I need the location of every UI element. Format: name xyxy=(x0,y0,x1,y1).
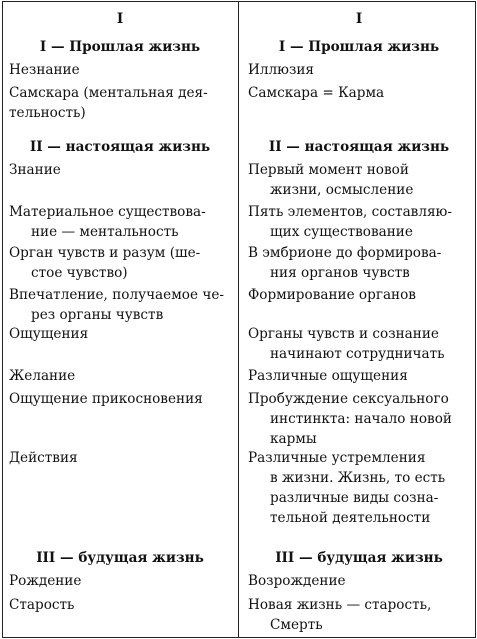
right-item-samskara-karma: Самскара = Карма xyxy=(248,85,385,101)
right-item-five-elements: Пять элементов, составляю- щих существование xyxy=(248,204,452,240)
right-section-future-title: III — будущая жизнь xyxy=(275,550,443,566)
left-item-actions: Действия xyxy=(9,450,78,466)
right-item-organs-cooperate: Органы чувств и сознание начинают сотрудничать xyxy=(248,326,445,362)
left-item-desire: Желание xyxy=(9,368,76,384)
right-item-aspirations: Различные устремления в жизни. Жизнь, то есть различные виды созна- тельной деятельности xyxy=(248,450,446,526)
right-section-present-title: II — настоящая жизнь xyxy=(268,139,450,155)
left-item-ignorance: Незнание xyxy=(9,62,80,78)
left-item-birth: Рождение xyxy=(9,573,82,589)
right-item-new-life-death: Новая жизнь — старость, Смерть xyxy=(248,597,432,633)
right-item-first-moment: Первый момент новой жизни, осмысление xyxy=(248,162,414,198)
right-item-rebirth: Возрождение xyxy=(248,573,346,589)
right-item-organ-formation: Формирование органов xyxy=(248,287,416,303)
right-item-various-sensations: Различные ощущения xyxy=(248,368,408,384)
left-item-knowledge: Знание xyxy=(9,162,61,178)
left-item-impression: Впечатление, получаемое че- рез органы чувств xyxy=(9,287,224,323)
right-item-sexual-instinct: Пробуждение сексуального инстинкта: начало новой кармы xyxy=(248,391,452,447)
right-item-embryo: В эмбрионе до формирова- ния органов чувств xyxy=(248,245,442,281)
column-divider xyxy=(238,1,239,638)
left-section-future-title: III — будущая жизнь xyxy=(36,550,204,566)
right-column-header: I xyxy=(355,11,363,27)
left-item-sensations: Ощущения xyxy=(9,326,89,342)
left-section-present-title: II — настоящая жизнь xyxy=(29,139,211,155)
left-item-samskara: Самскара (ментальная дея- тельность) xyxy=(9,85,208,121)
left-item-material-existence: Материальное существова- ние — ментальность xyxy=(9,204,206,240)
right-section-past-title: I — Прошлая жизнь xyxy=(278,39,440,55)
left-section-past-title: I — Прошлая жизнь xyxy=(39,39,201,55)
left-item-old-age: Старость xyxy=(9,597,75,613)
right-item-illusion: Иллюзия xyxy=(248,62,315,78)
left-item-touch: Ощущение прикосновения xyxy=(9,391,203,407)
left-column-header: I xyxy=(116,11,124,27)
left-item-sense-organ: Орган чувств и разум (ше- стое чувство) xyxy=(9,245,201,281)
